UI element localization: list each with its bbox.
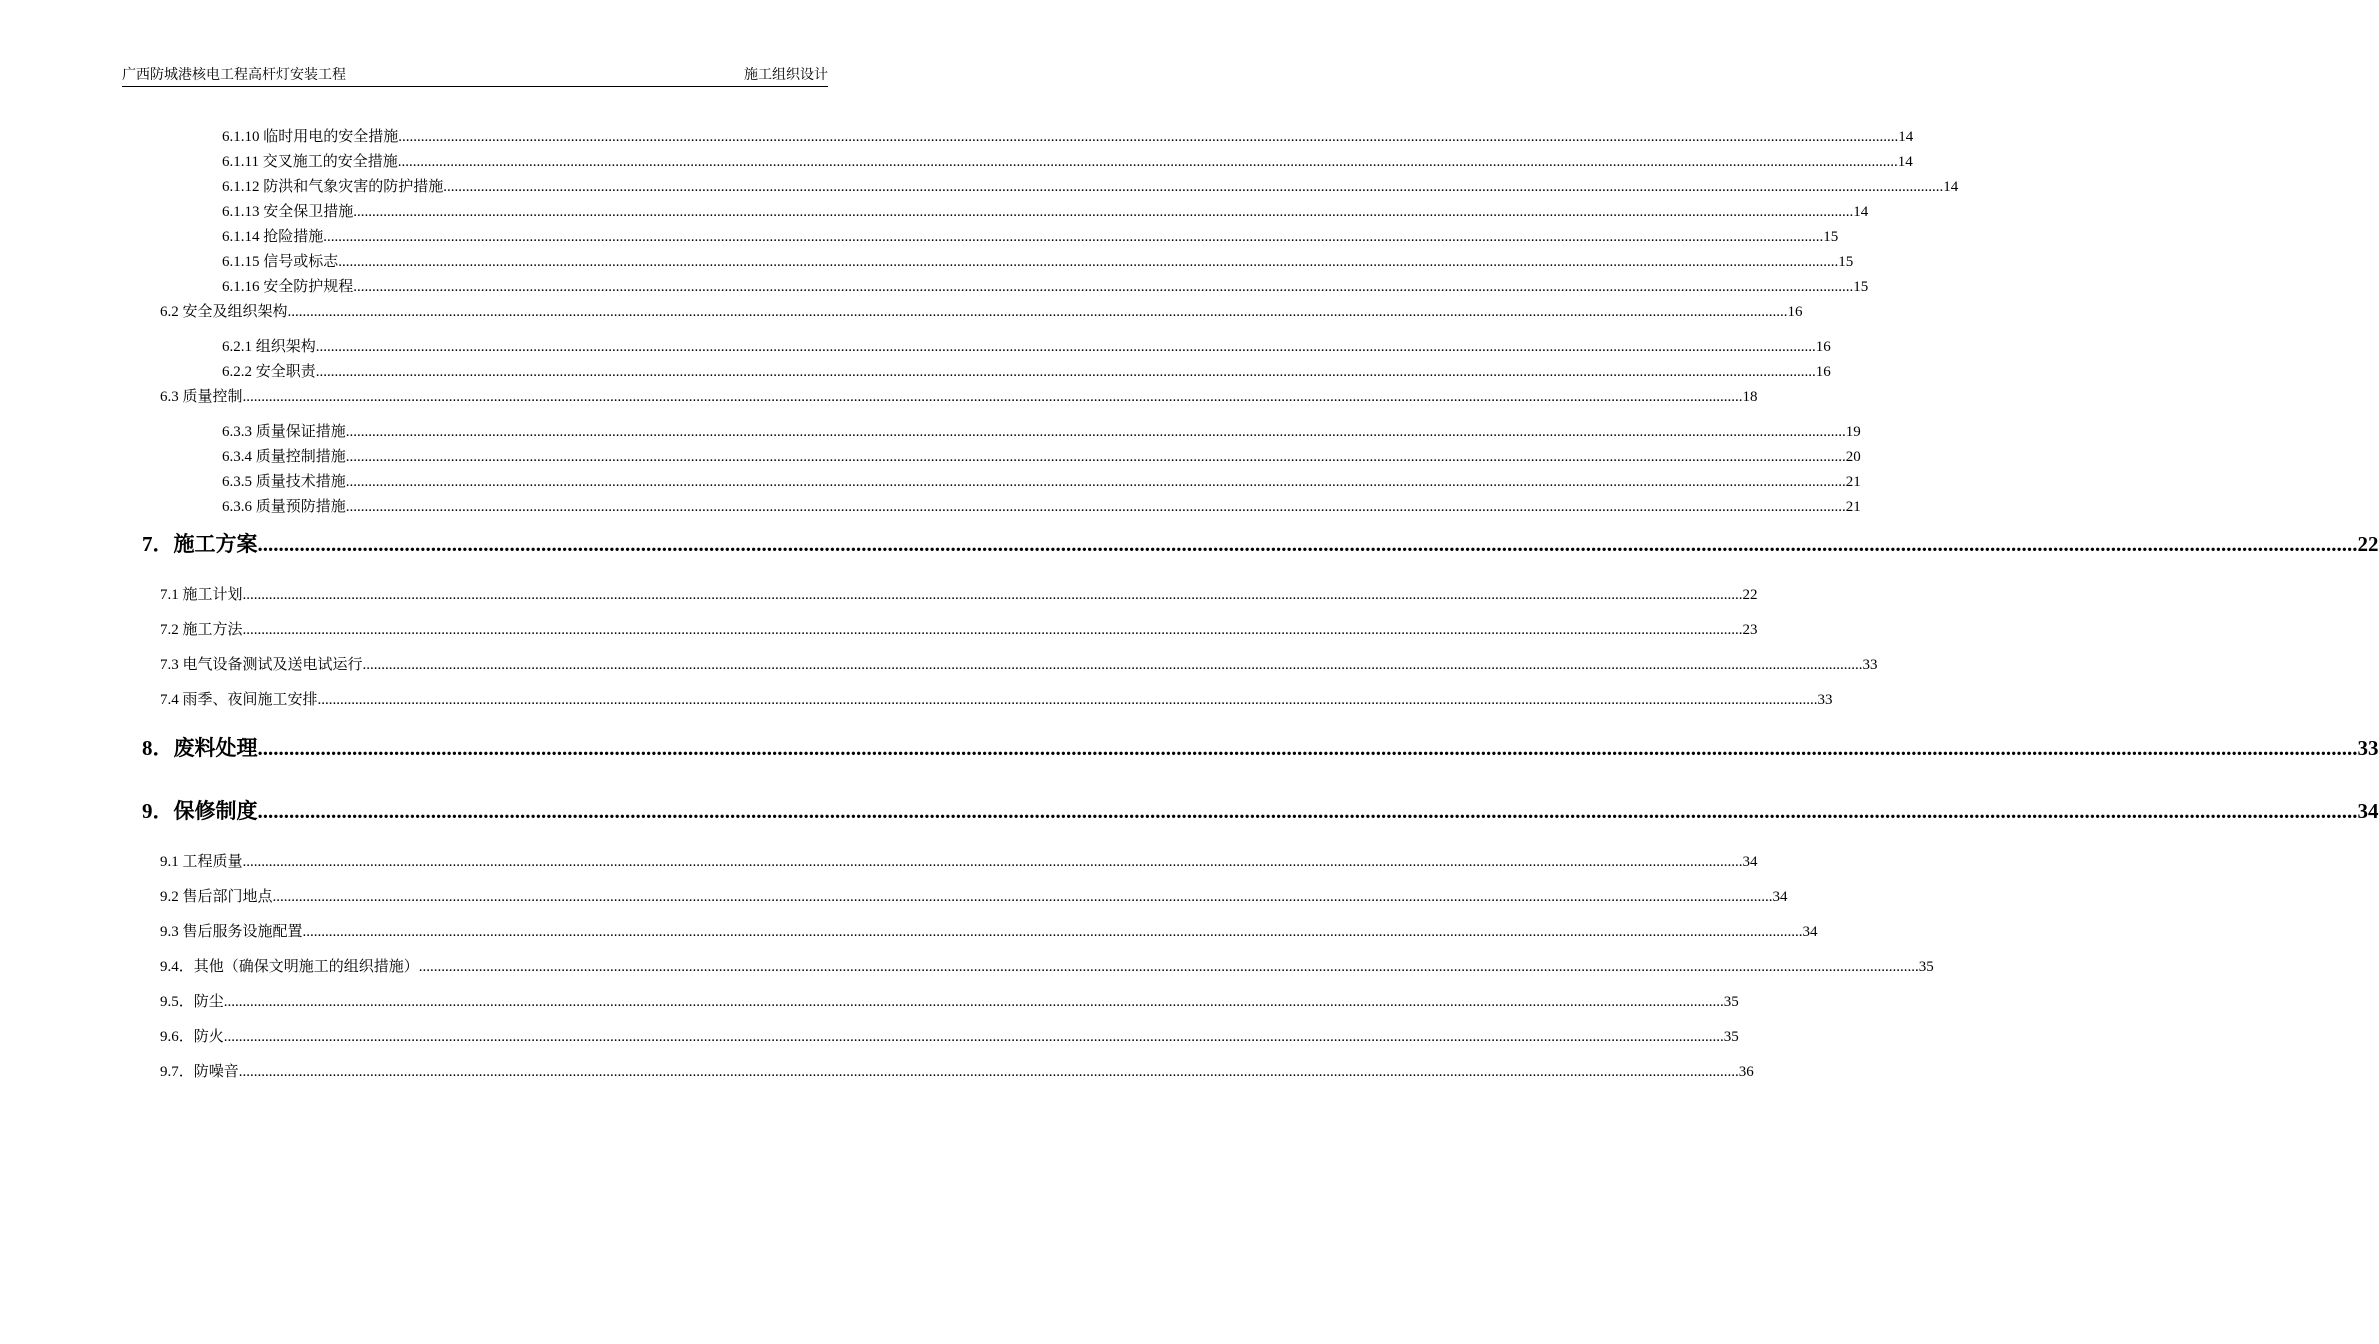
toc-entry-label: 6.1.12 防洪和气象灾害的防护措施 bbox=[222, 179, 444, 195]
toc-leader: ................................................................................................................................................................................................................................................................................................................................................................................................................ bbox=[302, 924, 1803, 940]
toc-entry[interactable] bbox=[160, 654, 1878, 676]
toc-entry[interactable] bbox=[160, 956, 1934, 978]
toc-entry-page: 19 bbox=[1845, 424, 1861, 440]
toc-entry-label: 8．废料处理 bbox=[142, 736, 258, 760]
toc-entry-label: 6.1.10 临时用电的安全措施 bbox=[222, 129, 399, 145]
toc-entry[interactable] bbox=[160, 921, 1818, 943]
toc-entry-page: 16 bbox=[1815, 339, 1831, 355]
toc-entry-page: 16 bbox=[1815, 364, 1831, 380]
toc-leader: ................................................................................................................................................................................................................................................................................................................................................................................................................ bbox=[257, 799, 2358, 823]
toc-chapter-entry[interactable] bbox=[142, 529, 2379, 559]
toc-entry[interactable] bbox=[222, 336, 1831, 358]
toc-entry-page: 18 bbox=[1742, 389, 1758, 405]
toc-entry[interactable] bbox=[222, 126, 1914, 148]
toc-entry-label: 9.4．其他（确保文明施工的组织措施） bbox=[160, 959, 419, 975]
toc-leader: ................................................................................................................................................................................................................................................................................................................................................................................................................ bbox=[257, 532, 2358, 556]
toc-entry[interactable] bbox=[222, 176, 1959, 198]
toc-entry-label: 7.4 雨季、夜间施工安排 bbox=[160, 692, 318, 708]
toc-entry[interactable] bbox=[222, 251, 1854, 273]
toc-entry[interactable] bbox=[160, 301, 1803, 323]
toc-leader: ................................................................................................................................................................................................................................................................................................................................................................................................................ bbox=[345, 499, 1846, 515]
page-header bbox=[122, 66, 828, 87]
toc-leader: ................................................................................................................................................................................................................................................................................................................................................................................................................ bbox=[223, 994, 1724, 1010]
toc-entry-label: 9.1 工程质量 bbox=[160, 854, 243, 870]
toc-leader: ................................................................................................................................................................................................................................................................................................................................................................................................................ bbox=[338, 254, 1839, 270]
toc-entry-page: 21 bbox=[1845, 474, 1861, 490]
toc-leader: ................................................................................................................................................................................................................................................................................................................................................................................................................ bbox=[353, 279, 1854, 295]
toc-leader: ................................................................................................................................................................................................................................................................................................................................................................................................................ bbox=[353, 204, 1854, 220]
toc-entry[interactable] bbox=[222, 361, 1831, 383]
toc-entry-label: 7.2 施工方法 bbox=[160, 622, 243, 638]
toc-entry-label: 7．施工方案 bbox=[142, 532, 258, 556]
toc-entry-page: 33 bbox=[1862, 657, 1878, 673]
toc-leader: ................................................................................................................................................................................................................................................................................................................................................................................................................ bbox=[257, 736, 2358, 760]
toc-entry-page: 35 bbox=[1918, 959, 1934, 975]
toc-entry-page: 36 bbox=[1738, 1064, 1754, 1080]
toc-entry-label: 9.7．防噪音 bbox=[160, 1064, 239, 1080]
toc-entry-label: 6.3.3 质量保证措施 bbox=[222, 424, 346, 440]
header-project-title: 广西防城港核电工程高杆灯安装工程 bbox=[122, 68, 346, 83]
toc-entry-page: 22 bbox=[2357, 532, 2379, 556]
toc-entry-page: 20 bbox=[1845, 449, 1861, 465]
toc-entry-label: 6.1.15 信号或标志 bbox=[222, 254, 339, 270]
toc-leader: ................................................................................................................................................................................................................................................................................................................................................................................................................ bbox=[315, 339, 1816, 355]
header-doc-type: 施工组织设计 bbox=[744, 68, 828, 83]
toc-leader: ................................................................................................................................................................................................................................................................................................................................................................................................................ bbox=[345, 424, 1846, 440]
toc-entry-label: 7.1 施工计划 bbox=[160, 587, 243, 603]
toc-entry-label: 6.1.14 抢险措施 bbox=[222, 229, 324, 245]
toc-entry-page: 22 bbox=[1742, 587, 1758, 603]
toc-entry[interactable] bbox=[160, 1026, 1739, 1048]
toc-entry[interactable] bbox=[160, 886, 1788, 908]
toc-entry[interactable] bbox=[222, 446, 1861, 468]
toc-entry-page: 33 bbox=[1817, 692, 1833, 708]
toc-entry-page: 34 bbox=[1772, 889, 1788, 905]
toc-entry-page: 35 bbox=[1723, 1029, 1739, 1045]
toc-entry-label: 9.2 售后部门地点 bbox=[160, 889, 273, 905]
toc-entry[interactable] bbox=[222, 496, 1861, 518]
toc-entry-page: 15 bbox=[1838, 254, 1854, 270]
toc-entry-page: 14 bbox=[1897, 154, 1913, 170]
toc-entry-page: 34 bbox=[1742, 854, 1758, 870]
toc-leader: ................................................................................................................................................................................................................................................................................................................................................................................................................ bbox=[317, 692, 1818, 708]
toc-leader: ................................................................................................................................................................................................................................................................................................................................................................................................................ bbox=[242, 587, 1743, 603]
toc-entry-label: 6.3.4 质量控制措施 bbox=[222, 449, 346, 465]
toc-leader: ................................................................................................................................................................................................................................................................................................................................................................................................................ bbox=[287, 304, 1788, 320]
toc-entry-page: 21 bbox=[1845, 499, 1861, 515]
toc-entry[interactable] bbox=[222, 276, 1869, 298]
toc-leader: ................................................................................................................................................................................................................................................................................................................................................................................................................ bbox=[362, 657, 1863, 673]
toc-leader: ................................................................................................................................................................................................................................................................................................................................................................................................................ bbox=[223, 1029, 1724, 1045]
toc-entry-label: 9.3 售后服务设施配置 bbox=[160, 924, 303, 940]
toc-entry[interactable] bbox=[160, 1061, 1754, 1083]
toc-entry[interactable] bbox=[222, 471, 1861, 493]
toc-entry[interactable] bbox=[160, 991, 1739, 1013]
toc-leader: ................................................................................................................................................................................................................................................................................................................................................................................................................ bbox=[242, 389, 1743, 405]
toc-entry-label: 9.5．防尘 bbox=[160, 994, 224, 1010]
toc-entry-page: 15 bbox=[1853, 279, 1869, 295]
toc-entry-page: 15 bbox=[1823, 229, 1839, 245]
toc-leader: ................................................................................................................................................................................................................................................................................................................................................................................................................ bbox=[242, 622, 1743, 638]
toc-entry-label: 6.2 安全及组织架构 bbox=[160, 304, 288, 320]
toc-leader: ................................................................................................................................................................................................................................................................................................................................................................................................................ bbox=[323, 229, 1824, 245]
toc-entry[interactable] bbox=[222, 226, 1839, 248]
toc-entry-page: 35 bbox=[1723, 994, 1739, 1010]
toc-entry[interactable] bbox=[222, 421, 1861, 443]
toc-entry-label: 6.1.11 交叉施工的安全措施 bbox=[222, 154, 398, 170]
toc-entry-page: 14 bbox=[1853, 204, 1869, 220]
toc-leader: ................................................................................................................................................................................................................................................................................................................................................................................................................ bbox=[443, 179, 1944, 195]
toc-entry[interactable] bbox=[160, 689, 1833, 711]
toc-entry[interactable] bbox=[160, 619, 1758, 641]
toc-entry-label: 6.2.2 安全职责 bbox=[222, 364, 316, 380]
toc-entry-page: 16 bbox=[1787, 304, 1803, 320]
toc-entry-label: 6.3.6 质量预防措施 bbox=[222, 499, 346, 515]
toc-entry-page: 33 bbox=[2357, 736, 2379, 760]
toc-entry[interactable] bbox=[160, 584, 1758, 606]
toc-entry-page: 34 bbox=[2357, 799, 2379, 823]
toc-leader: ................................................................................................................................................................................................................................................................................................................................................................................................................ bbox=[315, 364, 1816, 380]
toc-chapter-entry[interactable] bbox=[142, 733, 2379, 763]
toc-entry-label: 6.3 质量控制 bbox=[160, 389, 243, 405]
toc-entry-page: 14 bbox=[1943, 179, 1959, 195]
toc-entry[interactable] bbox=[160, 851, 1758, 873]
toc-leader: ................................................................................................................................................................................................................................................................................................................................................................................................................ bbox=[272, 889, 1773, 905]
toc-entry-page: 34 bbox=[1802, 924, 1818, 940]
toc-entry-label: 6.2.1 组织架构 bbox=[222, 339, 316, 355]
toc-entry-page: 23 bbox=[1742, 622, 1758, 638]
toc-entry-label: 6.1.16 安全防护规程 bbox=[222, 279, 354, 295]
toc-entry[interactable] bbox=[222, 151, 1913, 173]
toc-leader: ................................................................................................................................................................................................................................................................................................................................................................................................................ bbox=[418, 959, 1919, 975]
toc-leader: ................................................................................................................................................................................................................................................................................................................................................................................................................ bbox=[397, 154, 1898, 170]
toc-entry-label: 9．保修制度 bbox=[142, 799, 258, 823]
toc-entry-label: 6.1.13 安全保卫措施 bbox=[222, 204, 354, 220]
toc-entry[interactable] bbox=[160, 386, 1758, 408]
toc-leader: ................................................................................................................................................................................................................................................................................................................................................................................................................ bbox=[345, 449, 1846, 465]
toc-leader: ................................................................................................................................................................................................................................................................................................................................................................................................................ bbox=[242, 854, 1743, 870]
toc-leader: ................................................................................................................................................................................................................................................................................................................................................................................................................ bbox=[398, 129, 1899, 145]
toc-entry-label: 9.6．防火 bbox=[160, 1029, 224, 1045]
toc-chapter-entry[interactable] bbox=[142, 796, 2379, 826]
toc-entry-label: 6.3.5 质量技术措施 bbox=[222, 474, 346, 490]
toc-leader: ................................................................................................................................................................................................................................................................................................................................................................................................................ bbox=[238, 1064, 1739, 1080]
toc-entry-page: 14 bbox=[1898, 129, 1914, 145]
toc-entry-label: 7.3 电气设备测试及送电试运行 bbox=[160, 657, 363, 673]
toc-leader: ................................................................................................................................................................................................................................................................................................................................................................................................................ bbox=[345, 474, 1846, 490]
toc-entry[interactable] bbox=[222, 201, 1869, 223]
